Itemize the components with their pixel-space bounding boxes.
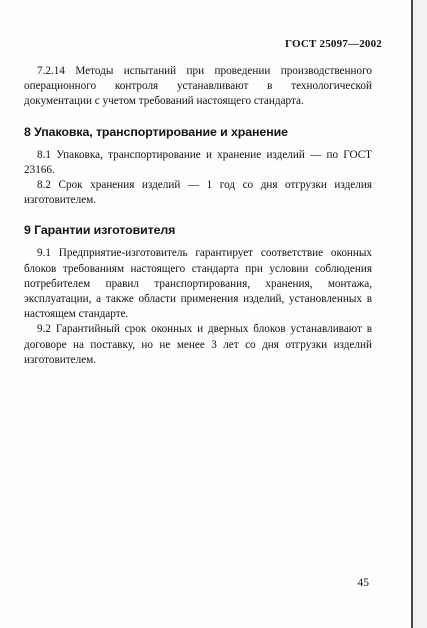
document-body [24, 64, 372, 368]
paragraph-9-2: 9.2 Гарантийный срок оконных и дверных блоков устанавливают в договоре на поставку, но не менее 3 лет со дня отгрузки изделий изготовителем. [24, 323, 372, 366]
page-number: 45 [357, 577, 369, 589]
paragraph-8-2: 8.2 Срок хранения изделий — 1 год со дня отгрузки изделия изготовителем. [24, 179, 372, 207]
scan-margin [413, 0, 427, 628]
paragraph-8-1: 8.1 Упаковка, транспортирование и хранение изделий — по ГОСТ 23166. [24, 148, 372, 176]
paragraph-9-1: 9.1 Предприятие-изготовитель гарантирует соответствие оконных блоков требованиям настоящего стандарта при условии соблюдения потребителем правил транспортирования, хранения, монтажа, эксплуатации, а также области применения изделий, установленных в настоящем стандарте. [24, 247, 372, 321]
standard-code-header: ГОСТ 25097—2002 [285, 38, 382, 50]
paragraph-7-2-14: 7.2.14 Методы испытаний при проведении производственного операционного контроля устанавливают в технологической документации с учетом требований настоящего стандарта. [24, 65, 372, 108]
section-heading-9: 9 Гарантии изготовителя [24, 223, 176, 238]
section-heading-8: 8 Упаковка, транспортирование и хранение [24, 124, 288, 139]
scan-edge-line [411, 0, 413, 628]
